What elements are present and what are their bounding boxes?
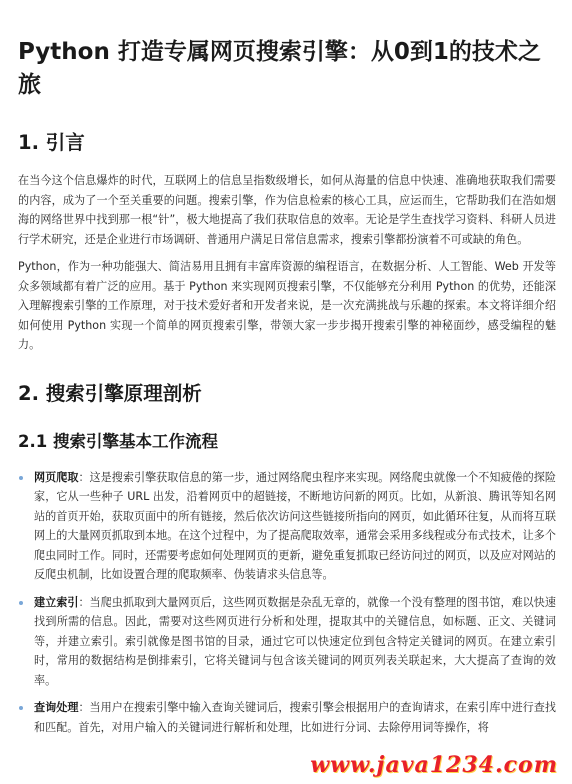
page-title: Python 打造专属网页搜索引擎：从0到1的技术之旅: [18, 39, 541, 98]
list-item: [18, 698, 556, 737]
section-heading-intro: 1. 引言: [18, 131, 85, 154]
list-item-text: ：这是搜索引擎获取信息的第一步，通过网络爬虫程序来实现。网络爬虫就像一个不知疲倦的探险家，它从一些种子 URL 出发，沿着网页中的超链接，不断地访问新的网页。比如，从新浪、腾讯等知名网站的首页开始，获取页面中的所有链接，然后依次访问这些链接所指向的网页，如此循环往复，从而将互联网上的大量网页抓取到本地。在这个过程中，为了提高爬取效率，通常会采用多线程或分布式技术，让多个爬虫同时工作。同时，还需要考虑如何处理网页的更新，避免重复抓取已经访问过的网页，以及应对网站的反爬虫机制，比如设置合理的爬取频率、伪装请求头信息等。: [34, 470, 556, 581]
list-item-text: ：当用户在搜索引擎中输入查询关键词后，搜索引擎会根据用户的查询请求，在索引库中进行查找和匹配。首先，对用户输入的关键词进行解析和处理，比如进行分词、去除停用词等操作，将: [34, 701, 556, 734]
list-item: [18, 468, 556, 585]
list-item: [18, 593, 556, 691]
intro-paragraph-2: Python，作为一种功能强大、简洁易用且拥有丰富库资源的编程语言，在数据分析、人工智能、Web 开发等众多领域都有着广泛的应用。基于 Python 来实现网页搜索引擎，不仅能够充分利用 Python 的优势，还能深入理解搜索引擎的工作原理，对于技术爱好者和开发者来说，是一次充满挑战与乐趣的探索。本文将详细介绍如何使用 Python 实现一个简单的网页搜索引擎，带领大家一步步揭开搜索引擎的神秘面纱，感受编程的魅力。: [18, 260, 556, 351]
workflow-list: [18, 468, 556, 738]
watermark: www.java1234.com: [310, 752, 558, 778]
bullet-icon: [19, 476, 23, 480]
bullet-icon: [19, 601, 23, 605]
article: [18, 0, 556, 745]
bullet-icon: [19, 706, 23, 710]
list-item-term: 建立索引: [34, 595, 79, 609]
subsection-heading-workflow: 2.1 搜索引擎基本工作流程: [18, 431, 218, 451]
list-item-term: 网页爬取: [34, 470, 79, 484]
list-item-text: ：当爬虫抓取到大量网页后，这些网页数据是杂乱无章的，就像一个没有整理的图书馆，难以快速找到所需的信息。因此，需要对这些网页进行分析和处理，提取其中的关键信息，如标题、正文、关键词等，并建立索引。索引就像是图书馆的目录，通过它可以快速定位到包含特定关键词的网页。在建立索引时，常用的数据结构是倒排索引，它将关键词与包含该关键词的网页列表关联起来，大大提高了查询的效率。: [34, 595, 556, 687]
list-item-term: 查询处理: [34, 701, 79, 714]
section-heading-principles: 2. 搜索引擎原理剖析: [18, 381, 202, 405]
intro-paragraph-1: 在当今这个信息爆炸的时代，互联网上的信息呈指数级增长，如何从海量的信息中快速、准确地获取我们需要的内容，成为了一个至关重要的问题。搜索引擎，作为信息检索的核心工具，应运而生，它帮助我们在浩如烟海的网络世界中找到那一根“针”，极大地提高了我们获取信息的效率。无论是学生查找学习资料、科研人员进行学术研究，还是企业进行市场调研、普通用户满足日常信息需求，搜索引擎都扮演着不可或缺的角色。: [18, 174, 556, 246]
